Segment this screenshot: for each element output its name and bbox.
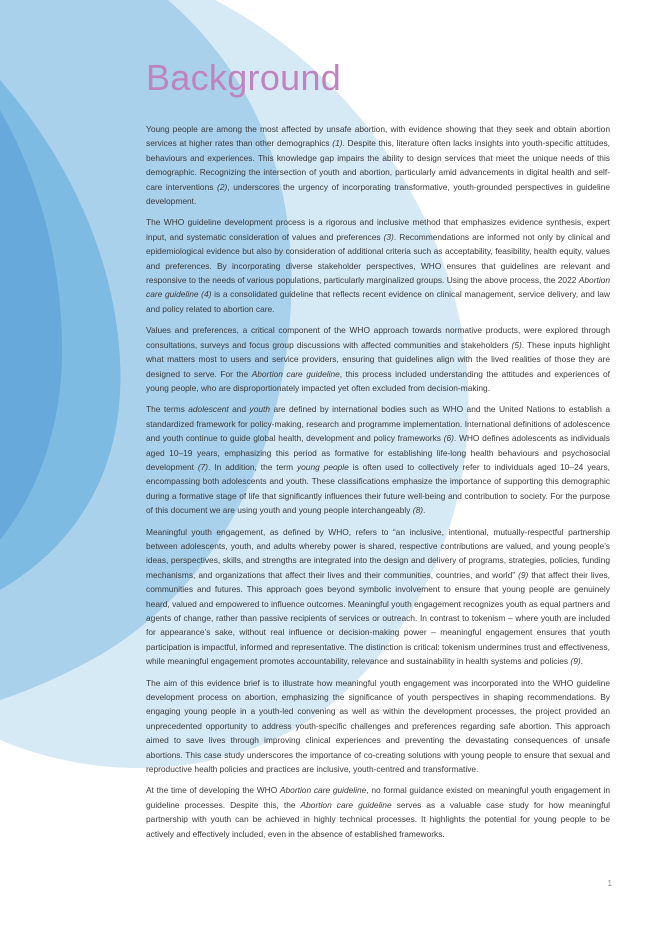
text-run: that affect their lives, communities and futures. This approach goes beyond symbolic involvement to ensure that young people are genuinely heard, valued and empowered to influence outcomes. Meaningful youth engagement recognizes youth as equal partners and agents of change, rather than passive recipients of services or outreach. In contrast to tokenism – where youth are included for appearance’s sake, without real influence or decision-making power – meaningful engagement ensures that youth participation is impactful, informed and representative. The distinction is critical: tokenism undermines trust and effectiveness, while meaningful engagement promotes accountability, relevance and sustainability in health systems and policies — [146, 569, 610, 667]
text-run: is often used to collectively refer to individuals aged 10–24 years, encompassing both adolescents and youth. These classifications emphasize the importance of supporting this demographic during a formative stage of life that significantly influences their future well-being and contribution to society. For the purpose of this document we are using youth and young people interchangeably — [146, 461, 611, 516]
text-run: The aim of this evidence brief is to illustrate how meaningful youth engagement was incorporated into the WHO guideline development process on abortion, emphasizing the significance of youth perspectives in shaping recommendations. By engaging young people in a youth-led convening as well as within the development processes, the project provided an unprecedented opportunity to address youth-specific challenges and preferences regarding safe abortion. This approach aimed to save lives through improving clinical experiences and preventing the devastating consequences of unsafe abortions. This case study underscores the importance of co-creating solutions with young people to ensure that sexual and reproductive health policies and practices are inclusive, youth-centred and transformative. — [146, 677, 610, 775]
text-run: , underscores the urgency of incorporating transformative, youth-grounded perspectives in guideline development. — [146, 181, 610, 207]
text-run: is a consolidated guideline that reflects recent evidence on clinical management, service delivery, and law and policy related to abortion care. — [146, 289, 610, 314]
italic-text-run: (8) — [412, 505, 424, 516]
text-run: The WHO guideline development process is a rigorous and inclusive method that emphasizes evidence synthesis, expert input, and systematic consideration of values and preferences — [146, 217, 610, 242]
italic-text-run: Abortion care guideline — [279, 785, 367, 796]
italic-text-run: (9) — [570, 656, 581, 667]
italic-text-run: young people — [296, 461, 349, 472]
paragraph-4 — [146, 402, 610, 517]
italic-text-run: Abortion care guideline — [300, 799, 392, 810]
italic-text-run: youth — [249, 404, 271, 415]
text-run: The terms — [146, 404, 189, 415]
page-title: Background — [146, 57, 342, 98]
text-run: . Despite this, literature often lacks insights into youth-specific attitudes, behaviours and experiences. This knowledge gap impairs the ability to design services that meet the unique needs of this demographic. Recognizing the intersection of youth and abortion, particularly amid advancements in digital health and self-care interventions — [146, 138, 611, 192]
italic-text-run: (5) — [511, 339, 522, 350]
page-number: 1 — [607, 879, 612, 888]
italic-text-run: adolescent — [188, 404, 229, 415]
italic-text-run: (9) — [518, 569, 529, 580]
paragraph-6 — [146, 676, 610, 777]
text-run: . — [423, 505, 426, 516]
main-content — [146, 56, 610, 848]
italic-text-run: (3) — [383, 231, 394, 242]
paragraph-1 — [146, 122, 610, 208]
paragraph-5 — [146, 525, 610, 669]
text-run: At the time of developing the WHO — [146, 785, 280, 796]
italic-text-run: (7) — [197, 461, 209, 472]
italic-text-run: Abortion care guideline — [251, 368, 340, 379]
text-run: and — [228, 404, 250, 415]
text-run: Young people are among the most affected by unsafe abortion, with evidence showing that they seek and obtain abortion services at higher rates than other demographics — [146, 124, 610, 149]
text-run: , this process included understanding the attitudes and experiences of young people, who are disproportionately impacted yet often excluded from decision-making. — [146, 368, 611, 393]
text-run: . Recommendations are informed not only by clinical and epidemiological evidence but also by consideration of additional criteria such as acceptability, feasibility, health equity, values and preferences. By incorporating diverse stakeholder perspectives, WHO ensures that guidelines are relevant and responsive to the needs of various populations, particularly marginalized groups. Using the above process, the 2022 — [146, 231, 610, 286]
italic-text-run: (6) — [443, 433, 454, 444]
italic-text-run: Abortion care guideline (4) — [146, 275, 610, 300]
text-run: serves as a valuable case study for how meaningful partnership with youth can be achieved in highly technical processes. It highlights the potential for young people to be actively and effectively included, even in the absence of established frameworks. — [146, 799, 610, 839]
italic-text-run: (1) — [332, 138, 343, 149]
paragraph-7 — [146, 783, 610, 841]
text-run: . In addition, the term — [208, 461, 297, 472]
paragraph-2 — [146, 215, 610, 316]
text-run: . WHO defines adolescents as individuals aged 10–19 years, emphasizing this period as formative for establishing life-long health behaviours and psychosocial development — [146, 433, 610, 472]
text-run: , no formal guidance existed on meaningful youth engagement in guideline processes. Despite this, the — [146, 785, 610, 810]
text-run: . — [580, 656, 583, 667]
paragraph-3 — [146, 323, 610, 395]
body-text — [146, 122, 610, 841]
text-run: are defined by international bodies such as WHO and the United Nations to establish a standardized framework for policy-making, research and programme implementation. International definitions of adolescence and youth continue to guide global health, development and policy frameworks — [146, 404, 610, 444]
text-run: . These inputs highlight what matters most to users and service providers, ensuring that guidelines align with the lived realities of those they are designed to serve. For the — [146, 339, 611, 379]
text-run: Values and preferences, a critical component of the WHO approach towards normative products, were explored through consultations, surveys and focus group discussions with affected communities and stakeholders — [146, 325, 610, 350]
text-run: Meaningful youth engagement, as defined by WHO, refers to “an inclusive, intentional, mutually-respectful partnership between adolescents, youth, and adults whereby power is shared, respective contributions are valued, and young people’s ideas, perspectives, skills, and strengths are integrated into the design and delivery of programs, strategies, policies, funding mechanisms, and organizations that affect their lives and their communities, countries, and world” — [146, 526, 610, 580]
italic-text-run: (2) — [217, 181, 228, 192]
